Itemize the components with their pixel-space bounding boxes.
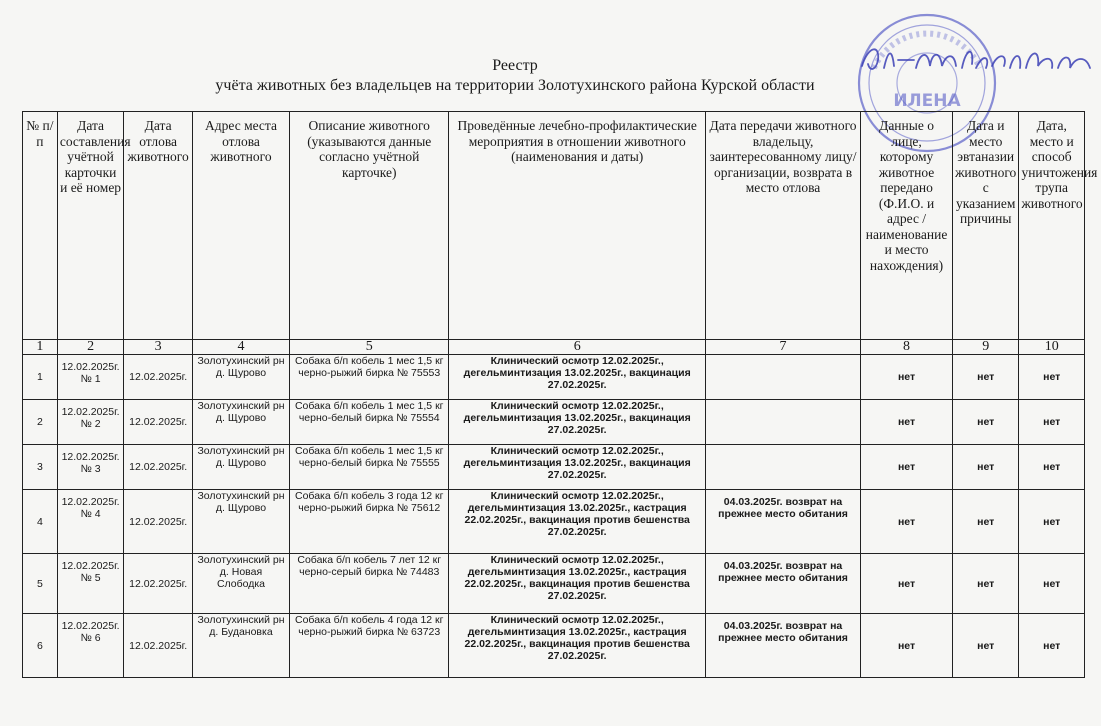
cell-transfer-date: 04.03.2025г. возврат на прежнее место обитания <box>705 614 860 678</box>
column-number: 6 <box>449 340 706 355</box>
header-row <box>23 112 1085 340</box>
cell-num: 2 <box>23 400 58 445</box>
stamp-text: ИЛЕНА <box>893 91 961 111</box>
cell-transfer-date <box>705 400 860 445</box>
column-number: 10 <box>1019 340 1085 355</box>
cell-disposal: нет <box>1019 614 1085 678</box>
title-line-1: Реестр <box>492 57 538 74</box>
header-cell: Описание животного (указываются данные согласно учётной карточке) <box>290 112 449 340</box>
cell-description: Собака б/п кобель 4 года 12 кг черно-рыжий бирка № 63723 <box>290 614 449 678</box>
column-number: 7 <box>705 340 860 355</box>
cell-capture-date: 12.02.2025г. <box>124 554 193 614</box>
cell-euthanasia: нет <box>952 445 1019 490</box>
cell-description: Собака б/п кобель 1 мес 1,5 кг черно-белый бирка № 75555 <box>290 445 449 490</box>
table-row <box>23 554 1085 614</box>
cell-treatment: Клинический осмотр 12.02.2025г., дегельминтизация 13.02.2025г., кастрация 22.02.2025г., вакцинация против бешенства 27.02.2025г. <box>449 490 706 554</box>
cell-transfer-date: 04.03.2025г. возврат на прежнее место обитания <box>705 554 860 614</box>
cell-person: нет <box>861 355 953 400</box>
column-number: 3 <box>124 340 193 355</box>
cell-num: 4 <box>23 490 58 554</box>
cell-person: нет <box>861 445 953 490</box>
cell-address: Золотухинский рн д. Щурово <box>192 445 289 490</box>
cell-address: Золотухинский рн д. Щурово <box>192 490 289 554</box>
cell-capture-date: 12.02.2025г. <box>124 445 193 490</box>
cell-num: 1 <box>23 355 58 400</box>
table-body <box>23 355 1085 678</box>
cell-num: 6 <box>23 614 58 678</box>
cell-treatment: Клинический осмотр 12.02.2025г., дегельминтизация 13.02.2025г., вакцинация 27.02.2025г. <box>449 355 706 400</box>
header-cell: Дата передачи животного владельцу, заинтересованному лицу/организации, возврата в место отлова <box>705 112 860 340</box>
cell-description: Собака б/п кобель 1 мес 1,5 кг черно-белый бирка № 75554 <box>290 400 449 445</box>
cell-card: 12.02.2025г. № 6 <box>57 614 124 678</box>
table-row <box>23 490 1085 554</box>
cell-person: нет <box>861 614 953 678</box>
cell-capture-date: 12.02.2025г. <box>124 355 193 400</box>
column-number: 8 <box>861 340 953 355</box>
header-cell: Дата составления учётной карточки и её номер <box>57 112 124 340</box>
registry-table <box>22 111 1098 678</box>
cell-description: Собака б/п кобель 1 мес 1,5 кг черно-рыжий бирка № 75553 <box>290 355 449 400</box>
cell-address: Золотухинский рн д. Щурово <box>192 355 289 400</box>
header-cell: № п/п <box>23 112 58 340</box>
cell-transfer-date: 04.03.2025г. возврат на прежнее место обитания <box>705 490 860 554</box>
cell-card: 12.02.2025г. № 4 <box>57 490 124 554</box>
column-number: 1 <box>23 340 58 355</box>
table-row <box>23 400 1085 445</box>
column-number: 9 <box>952 340 1019 355</box>
cell-disposal: нет <box>1019 554 1085 614</box>
column-number: 5 <box>290 340 449 355</box>
cell-description: Собака б/п кобель 3 года 12 кг черно-рыжий бирка № 75612 <box>290 490 449 554</box>
header-cell: Адрес места отлова животного <box>192 112 289 340</box>
cell-capture-date: 12.02.2025г. <box>124 400 193 445</box>
header-cell: Проведённые лечебно-профилактические мероприятия в отношении животного (наименования и даты) <box>449 112 706 340</box>
cell-euthanasia: нет <box>952 400 1019 445</box>
cell-address: Золотухинский рн д. Будановка <box>192 614 289 678</box>
cell-card: 12.02.2025г. № 2 <box>57 400 124 445</box>
cell-capture-date: 12.02.2025г. <box>124 614 193 678</box>
cell-treatment: Клинический осмотр 12.02.2025г., дегельминтизация 13.02.2025г., вакцинация 27.02.2025г. <box>449 445 706 490</box>
cell-person: нет <box>861 554 953 614</box>
cell-capture-date: 12.02.2025г. <box>124 490 193 554</box>
column-number-row <box>23 340 1085 355</box>
cell-num: 3 <box>23 445 58 490</box>
cell-person: нет <box>861 490 953 554</box>
header-cell: Данные о лице, которому животное передано (Ф.И.О. и адрес / наименование и место нахождения) <box>861 112 953 340</box>
cell-treatment: Клинический осмотр 12.02.2025г., дегельминтизация 13.02.2025г., вакцинация 27.02.2025г. <box>449 400 706 445</box>
cell-euthanasia: нет <box>952 355 1019 400</box>
cell-description: Собака б/п кобель 7 лет 12 кг черно-серый бирка № 74483 <box>290 554 449 614</box>
title-line-2: учёта животных без владельцев на территории Золотухинского района Курской области <box>215 77 815 94</box>
cell-treatment: Клинический осмотр 12.02.2025г., дегельминтизация 13.02.2025г., кастрация 22.02.2025г., вакцинация против бешенства 27.02.2025г. <box>449 554 706 614</box>
cell-transfer-date <box>705 445 860 490</box>
cell-transfer-date <box>705 355 860 400</box>
cell-card: 12.02.2025г. № 3 <box>57 445 124 490</box>
table-row <box>23 614 1085 678</box>
header-cell: Дата отлова животного <box>124 112 193 340</box>
cell-treatment: Клинический осмотр 12.02.2025г., дегельминтизация 13.02.2025г., кастрация 22.02.2025г., вакцинация против бешенства 27.02.2025г. <box>449 614 706 678</box>
column-number: 2 <box>57 340 124 355</box>
cell-euthanasia: нет <box>952 490 1019 554</box>
cell-euthanasia: нет <box>952 614 1019 678</box>
cell-disposal: нет <box>1019 400 1085 445</box>
cell-card: 12.02.2025г. № 5 <box>57 554 124 614</box>
header-cell: Дата, место и способ уничтожения трупа животного <box>1019 112 1085 340</box>
cell-disposal: нет <box>1019 490 1085 554</box>
cell-euthanasia: нет <box>952 554 1019 614</box>
header-cell: Дата и место эвтаназии животного с указанием причины <box>952 112 1019 340</box>
cell-card: 12.02.2025г. № 1 <box>57 355 124 400</box>
cell-disposal: нет <box>1019 355 1085 400</box>
cell-num: 5 <box>23 554 58 614</box>
cell-address: Золотухинский рн д. Щурово <box>192 400 289 445</box>
table-row <box>23 445 1085 490</box>
cell-person: нет <box>861 400 953 445</box>
cell-disposal: нет <box>1019 445 1085 490</box>
cell-address: Золотухинский рн д. Новая Слободка <box>192 554 289 614</box>
column-number: 4 <box>192 340 289 355</box>
table-row <box>23 355 1085 400</box>
